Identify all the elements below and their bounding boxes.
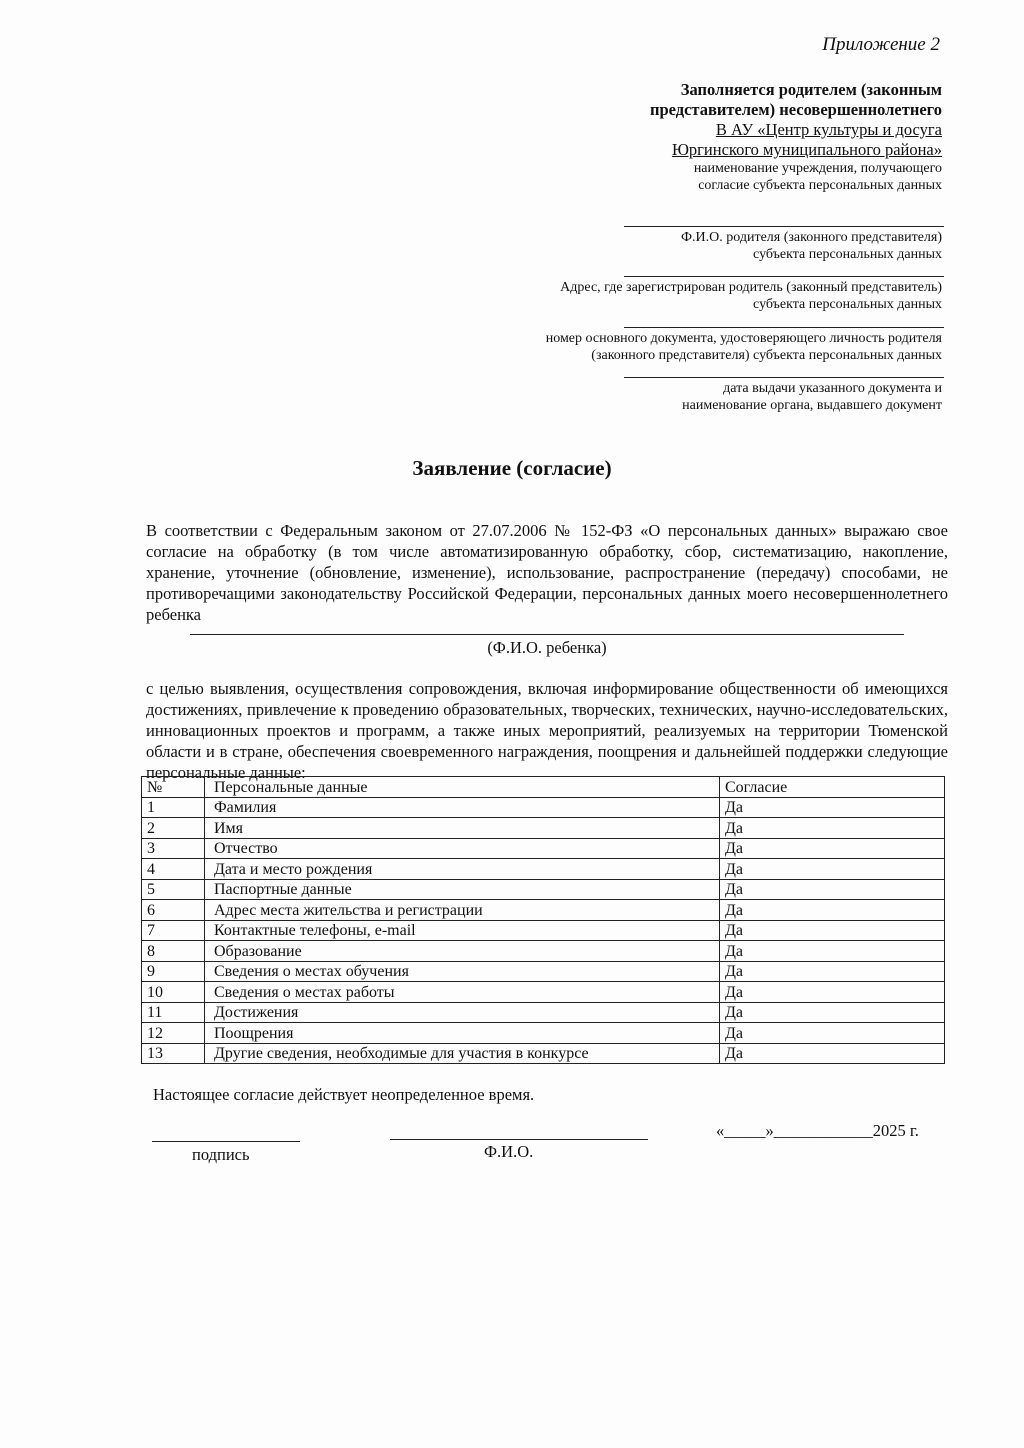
row-data-item: Паспортные данные (205, 879, 720, 900)
filled-by-line2: представителем) несовершеннолетнего (649, 100, 942, 119)
table-row (142, 1043, 945, 1064)
row-number: 2 (142, 818, 205, 839)
row-data-item: Фамилия (205, 797, 720, 818)
document-title: Заявление (согласие) (412, 456, 612, 480)
row-data-item: Адрес места жительства и регистрации (205, 900, 720, 921)
row-number: 8 (142, 941, 205, 962)
row-data-item: Дата и место рождения (205, 859, 720, 880)
parent-fio-line[interactable] (624, 226, 944, 227)
row-consent: Да (720, 797, 945, 818)
table-row (142, 900, 945, 921)
consent-paragraph (146, 520, 948, 625)
fio-line[interactable] (390, 1139, 648, 1140)
row-data-item: Другие сведения, необходимые для участия в конкурсе (205, 1043, 720, 1064)
table-row (142, 797, 945, 818)
row-number: 10 (142, 982, 205, 1003)
table-row (142, 961, 945, 982)
purpose-paragraph (146, 678, 948, 783)
parent-document-caption-line1: номер основного документа, удостоверяющего личность родителя (545, 331, 942, 346)
header-consent: Согласие (720, 777, 945, 798)
document-issue-caption-line1: дата выдачи указанного документа и (723, 381, 942, 396)
row-consent: Да (720, 900, 945, 921)
parent-fio-caption (522, 229, 942, 263)
row-number: 13 (142, 1043, 205, 1064)
row-data-item: Имя (205, 818, 720, 839)
table-row (142, 1023, 945, 1044)
filled-by-line1: Заполняется родителем (законным (680, 80, 942, 99)
parent-document-caption (422, 330, 942, 364)
document-issue-line[interactable] (624, 377, 944, 378)
org-name-line2: Юргинского муниципального района» (671, 140, 942, 159)
table-row (142, 920, 945, 941)
personal-data-table (141, 776, 945, 1064)
parent-address-caption (422, 279, 942, 313)
row-consent: Да (720, 1002, 945, 1023)
table-row (142, 859, 945, 880)
child-fio-line[interactable] (190, 634, 904, 635)
child-fio-caption: (Ф.И.О. ребенка) (487, 638, 607, 657)
header-number: № (142, 777, 205, 798)
row-data-item: Сведения о местах обучения (205, 961, 720, 982)
fio-caption: Ф.И.О. (484, 1142, 534, 1161)
parent-document-caption-line2: (законного представителя) субъекта персональных данных (591, 348, 942, 363)
header-block (522, 80, 942, 194)
header-personal-data: Персональные данные (205, 777, 720, 798)
org-caption-line1: наименование учреждения, получающего (693, 161, 942, 176)
row-data-item: Образование (205, 941, 720, 962)
date-field[interactable]: «_____»____________2025 г. (716, 1121, 919, 1140)
table-row (142, 818, 945, 839)
row-consent: Да (720, 961, 945, 982)
row-data-item: Отчество (205, 838, 720, 859)
row-number: 11 (142, 1002, 205, 1023)
row-number: 4 (142, 859, 205, 880)
table-row (142, 879, 945, 900)
row-consent: Да (720, 838, 945, 859)
row-number: 3 (142, 838, 205, 859)
signature-line[interactable] (152, 1141, 300, 1142)
validity-text: Настоящее согласие действует неопределенное время. (153, 1085, 535, 1104)
row-number: 1 (142, 797, 205, 818)
purpose-paragraph-text: с целью выявления, осуществления сопровождения, включая информирование общественности об имеющихся достижениях, привлечение к проведению образовательных, творческих, технических, научно-исследовательских, инновационных проектов и программ, а также иных мероприятий, реализуемых на территории Тюменской области и в стране, обеспечения своевременного награждения, поощрения и дальнейшей поддержки следующие персональные данные: (146, 679, 948, 782)
row-consent: Да (720, 818, 945, 839)
row-number: 12 (142, 1023, 205, 1044)
row-data-item: Контактные телефоны, e-mail (205, 920, 720, 941)
org-caption-line2: согласие субъекта персональных данных (698, 178, 942, 193)
parent-fio-caption-line2: субъекта персональных данных (753, 247, 942, 262)
row-number: 9 (142, 961, 205, 982)
table-row (142, 838, 945, 859)
row-data-item: Поощрения (205, 1023, 720, 1044)
table-row (142, 941, 945, 962)
row-consent: Да (720, 1023, 945, 1044)
row-consent: Да (720, 879, 945, 900)
row-data-item: Сведения о местах работы (205, 982, 720, 1003)
row-consent: Да (720, 941, 945, 962)
parent-address-line[interactable] (624, 276, 944, 277)
table-row (142, 1002, 945, 1023)
parent-address-caption-line2: субъекта персональных данных (753, 297, 942, 312)
parent-document-line[interactable] (624, 327, 944, 328)
row-data-item: Достижения (205, 1002, 720, 1023)
row-number: 7 (142, 920, 205, 941)
row-consent: Да (720, 859, 945, 880)
row-consent: Да (720, 920, 945, 941)
parent-address-caption-line1: Адрес, где зарегистрирован родитель (законный представитель) (560, 280, 942, 295)
row-number: 6 (142, 900, 205, 921)
row-consent: Да (720, 982, 945, 1003)
parent-fio-caption-line1: Ф.И.О. родителя (законного представителя) (680, 230, 942, 245)
row-number: 5 (142, 879, 205, 900)
document-issue-caption-line2: наименование органа, выдавшего документ (682, 398, 942, 413)
appendix-label: Приложение 2 (822, 34, 940, 55)
row-consent: Да (720, 1043, 945, 1064)
table-header-row (142, 777, 945, 798)
table-row (142, 982, 945, 1003)
signature-caption: подпись (192, 1145, 250, 1164)
org-name-line1: В АУ «Центр культуры и досуга (715, 120, 942, 139)
consent-paragraph-text: В соответствии с Федеральным законом от 27.07.2006 № 152-ФЗ «О персональных данных» выражаю свое согласие на обработку (в том числе автоматизированную обработку, сбор, систематизацию, накопление, хранение, уточнение (обновление, изменение), использование, распространение (передачу) способами, не противоречащими законодательству Российской Федерации, персональных данных моего несовершеннолетнего ребенка (146, 521, 948, 624)
document-issue-caption (522, 380, 942, 414)
